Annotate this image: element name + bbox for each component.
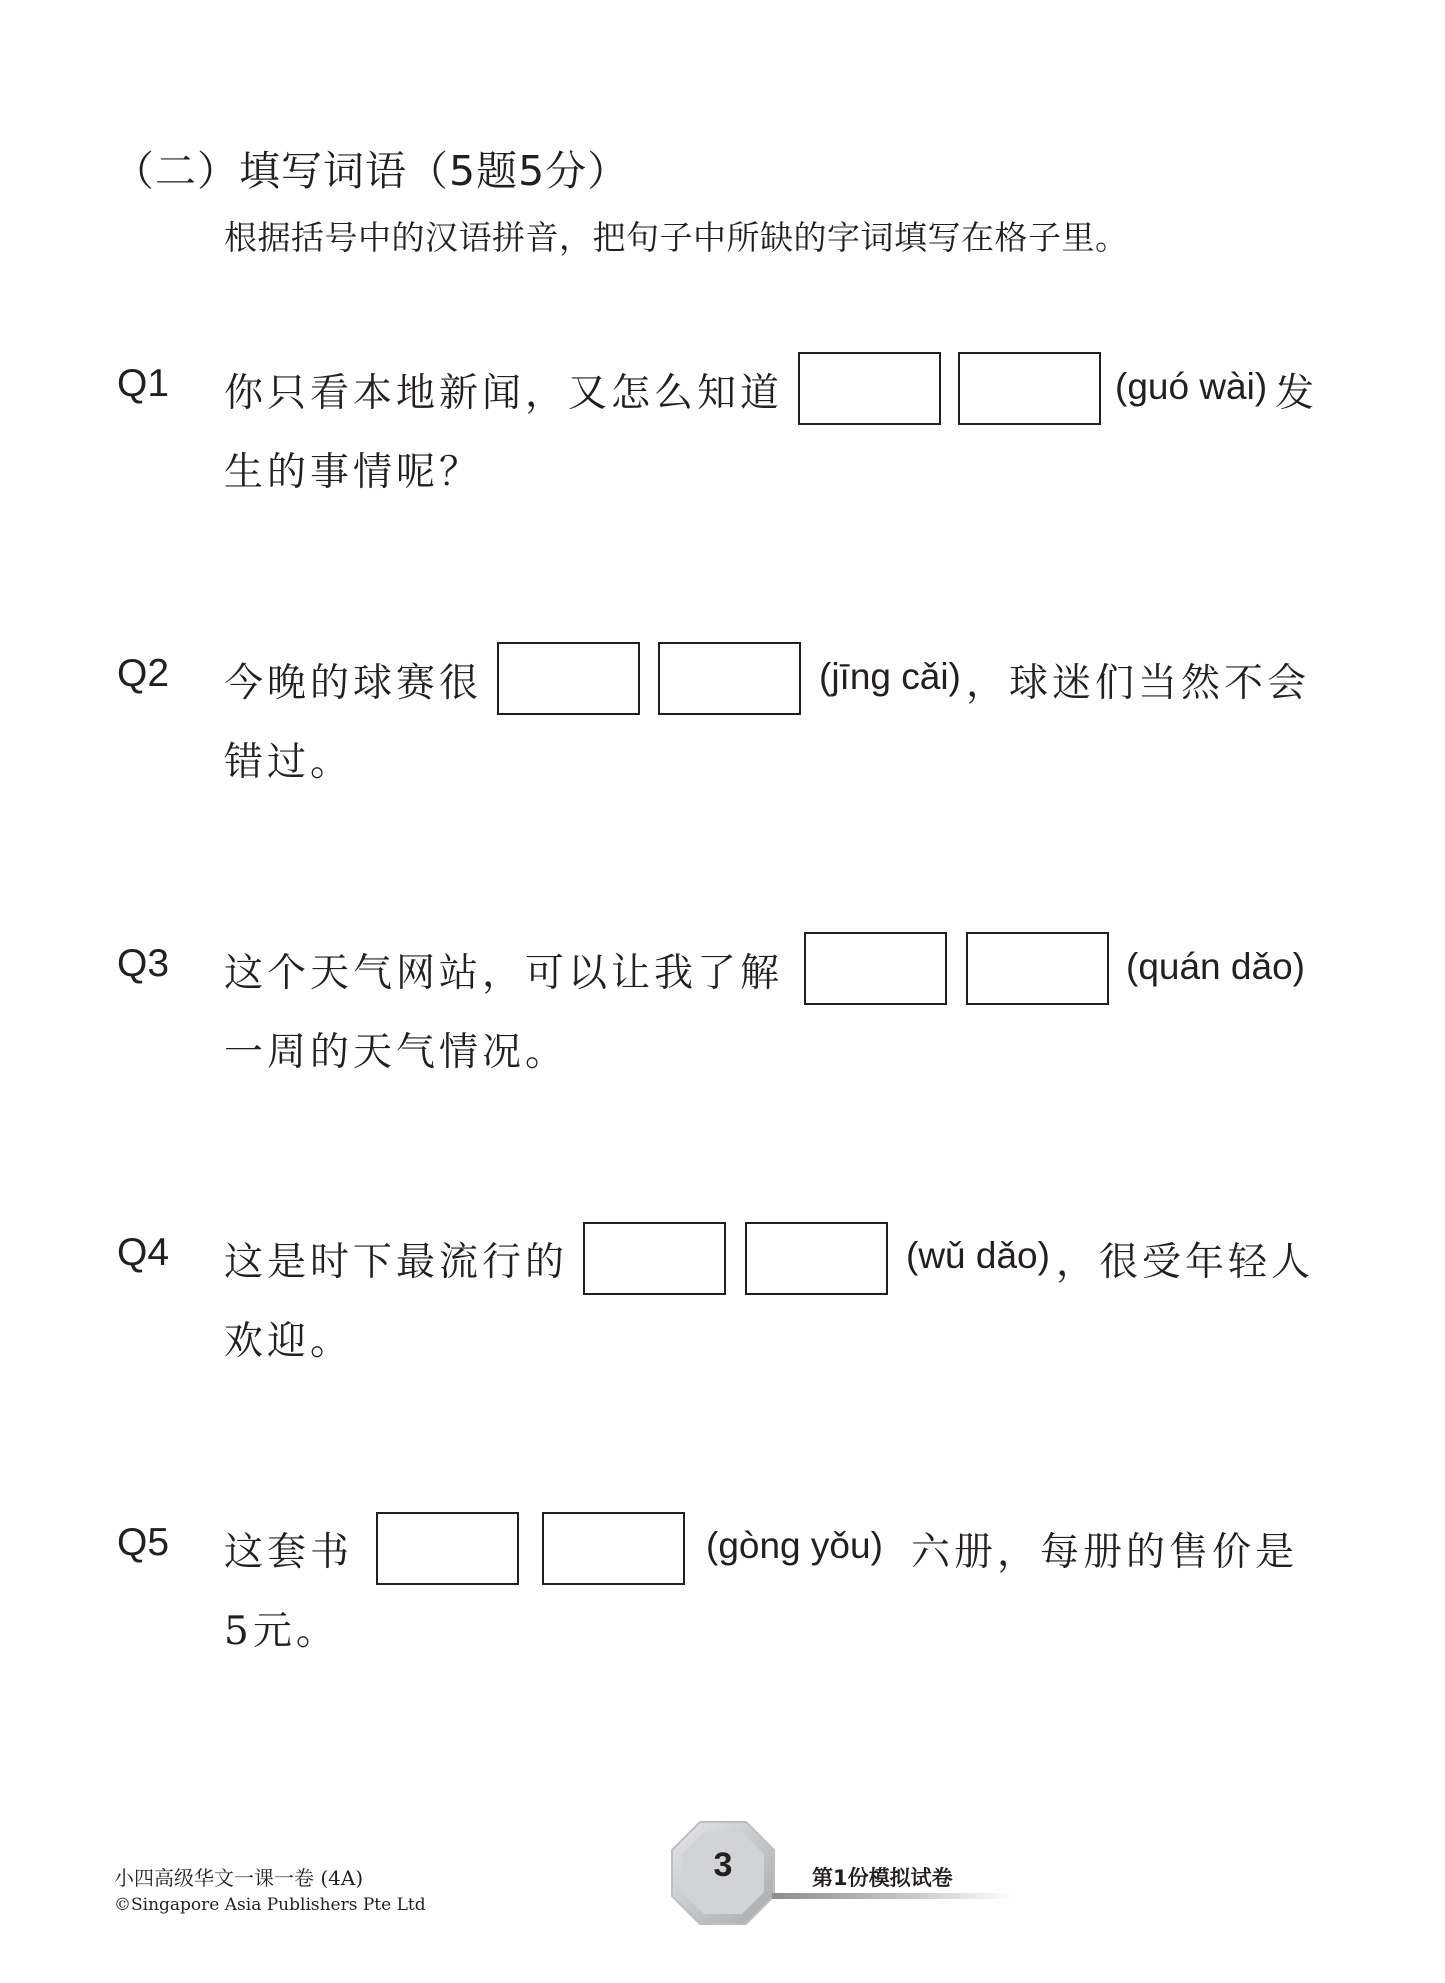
pinyin-hint: (quán dǎo)	[1126, 946, 1305, 987]
question-text: 错过。	[224, 740, 354, 785]
question-text: 这套书	[224, 1530, 354, 1575]
question-text: ，球迷们当然不会	[966, 661, 1311, 706]
question-text: 欢迎。	[224, 1319, 354, 1364]
pinyin-hint: (wǔ dǎo)	[906, 1235, 1050, 1276]
question-number: Q4	[117, 1231, 170, 1274]
section-instruction: 根据括号中的汉语拼音，把句子中所缺的字词填写在格子里。	[224, 218, 1129, 257]
answer-box[interactable]	[804, 932, 947, 1005]
question-number: Q5	[117, 1521, 170, 1564]
page-number: 3	[713, 1846, 733, 1884]
question-text: 生的事情呢？	[224, 450, 483, 495]
pinyin-hint: (gòng yǒu)	[706, 1525, 883, 1566]
answer-box[interactable]	[958, 352, 1101, 425]
footer-divider	[772, 1893, 1012, 1899]
question-text: 发	[1275, 371, 1319, 416]
question-text: 六册，每册的售价是	[911, 1530, 1299, 1575]
pinyin-hint: (jīng cǎi)	[819, 656, 961, 697]
answer-box[interactable]	[966, 932, 1109, 1005]
section-title: （二）填写词语（5题5分）	[113, 147, 630, 195]
answer-box[interactable]	[542, 1512, 685, 1585]
question-text: 这个天气网站，可以让我了解	[224, 951, 784, 996]
question-text: 你只看本地新闻，又怎么知道	[224, 371, 784, 416]
answer-box[interactable]	[658, 642, 801, 715]
answer-box[interactable]	[497, 642, 640, 715]
answer-box[interactable]	[376, 1512, 519, 1585]
question-text: 一周的天气情况。	[224, 1030, 569, 1075]
answer-box[interactable]	[583, 1222, 726, 1295]
pinyin-hint: (guó wài)	[1115, 366, 1268, 407]
question-number: Q1	[117, 362, 170, 405]
book-title: 小四高级华文一课一卷 (4A)	[114, 1866, 364, 1890]
question-text: 这是时下最流行的	[224, 1240, 569, 1285]
question-text: 今晚的球赛很	[224, 661, 483, 706]
answer-box[interactable]	[745, 1222, 888, 1295]
question-number: Q2	[117, 652, 170, 695]
answer-box[interactable]	[798, 352, 941, 425]
question-text: ，很受年轻人	[1056, 1240, 1315, 1285]
question-text: 5元。	[224, 1609, 339, 1654]
question-number: Q3	[117, 942, 170, 985]
copyright: ©Singapore Asia Publishers Pte Ltd	[114, 1895, 426, 1915]
paper-label: 第1份模拟试卷	[812, 1866, 953, 1890]
